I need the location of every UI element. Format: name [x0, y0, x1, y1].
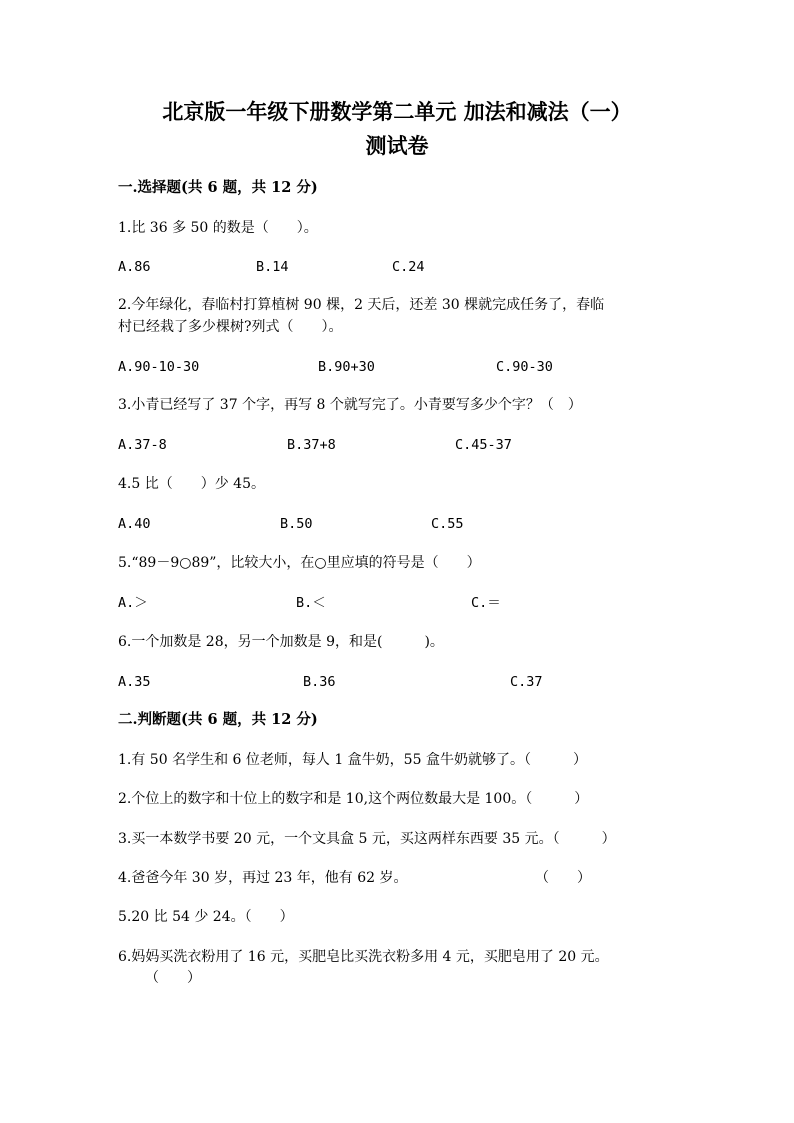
page-title: 北京版一年级下册数学第二单元 加法和减法（一） [162, 99, 632, 124]
question-5-option-c: C.＝ [471, 595, 501, 611]
page-title-line2: 测试卷 [365, 133, 429, 158]
question-1-text: 1.比 36 多 50 的数是（ ）。 [118, 220, 318, 236]
judge-question-6-blank: （ ） [145, 970, 201, 986]
question-4-text: 4.5 比（ ）少 45。 [118, 476, 265, 492]
question-2-text-line2: 村已经栽了多少棵树?列式（ ）。 [118, 319, 343, 335]
judge-question-4: 4.爸爸今年 30 岁，再过 23 年，他有 62 岁。 [118, 870, 408, 886]
question-3-option-c: C.45-37 [455, 437, 512, 453]
question-4-option-b: B.50 [280, 516, 313, 532]
judge-question-4-blank: （ ） [535, 870, 591, 886]
question-6-option-a: A.35 [118, 674, 151, 690]
question-4-option-c: C.55 [431, 516, 464, 532]
question-2-option-c: C.90-30 [496, 359, 553, 375]
question-6-option-c: C.37 [510, 674, 543, 690]
judge-question-2: 2.个位上的数字和十位上的数字和是 10,这个两位数最大是 100。（ ） [118, 791, 589, 807]
judge-question-5: 5.20 比 54 少 24。（ ） [118, 909, 294, 925]
judge-question-1: 1.有 50 名学生和 6 位老师，每人 1 盒牛奶，55 盒牛奶就够了。（ ） [118, 752, 587, 768]
section-heading-choice: 一.选择题(共 6 题，共 12 分) [118, 179, 318, 196]
judge-question-3: 3.买一本数学书要 20 元，一个文具盒 5 元，买这两样东西要 35 元。（ ） [118, 831, 616, 847]
question-4-option-a: A.40 [118, 516, 151, 532]
question-6-option-b: B.36 [303, 674, 336, 690]
question-1-option-b: B.14 [256, 259, 289, 275]
question-5-text: 5.“89－9○89”，比较大小，在○里应填的符号是（ ） [118, 555, 481, 571]
question-1-option-c: C.24 [392, 259, 425, 275]
question-2-option-b: B.90+30 [318, 359, 375, 375]
question-3-option-b: B.37+8 [287, 437, 336, 453]
question-5-option-a: A.＞ [118, 595, 148, 611]
question-3-option-a: A.37-8 [118, 437, 167, 453]
question-2-option-a: A.90-10-30 [118, 359, 200, 375]
section-heading-judge: 二.判断题(共 6 题，共 12 分) [118, 711, 318, 728]
question-2-text-line1: 2.今年绿化，春临村打算植树 90 棵，2 天后，还差 30 棵就完成任务了，春临 [118, 297, 605, 313]
question-3-text: 3.小青已经写了 37 个字，再写 8 个就写完了。小青要写多少个字？（ ） [118, 397, 582, 413]
judge-question-6-line1: 6.妈妈买洗衣粉用了 16 元，买肥皂比买洗衣粉多用 4 元，买肥皂用了 20 元。 [118, 949, 609, 965]
question-1-option-a: A.86 [118, 259, 151, 275]
question-6-text: 6.一个加数是 28，另一个加数是 9，和是( )。 [118, 634, 444, 650]
question-5-option-b: B.＜ [296, 595, 326, 611]
